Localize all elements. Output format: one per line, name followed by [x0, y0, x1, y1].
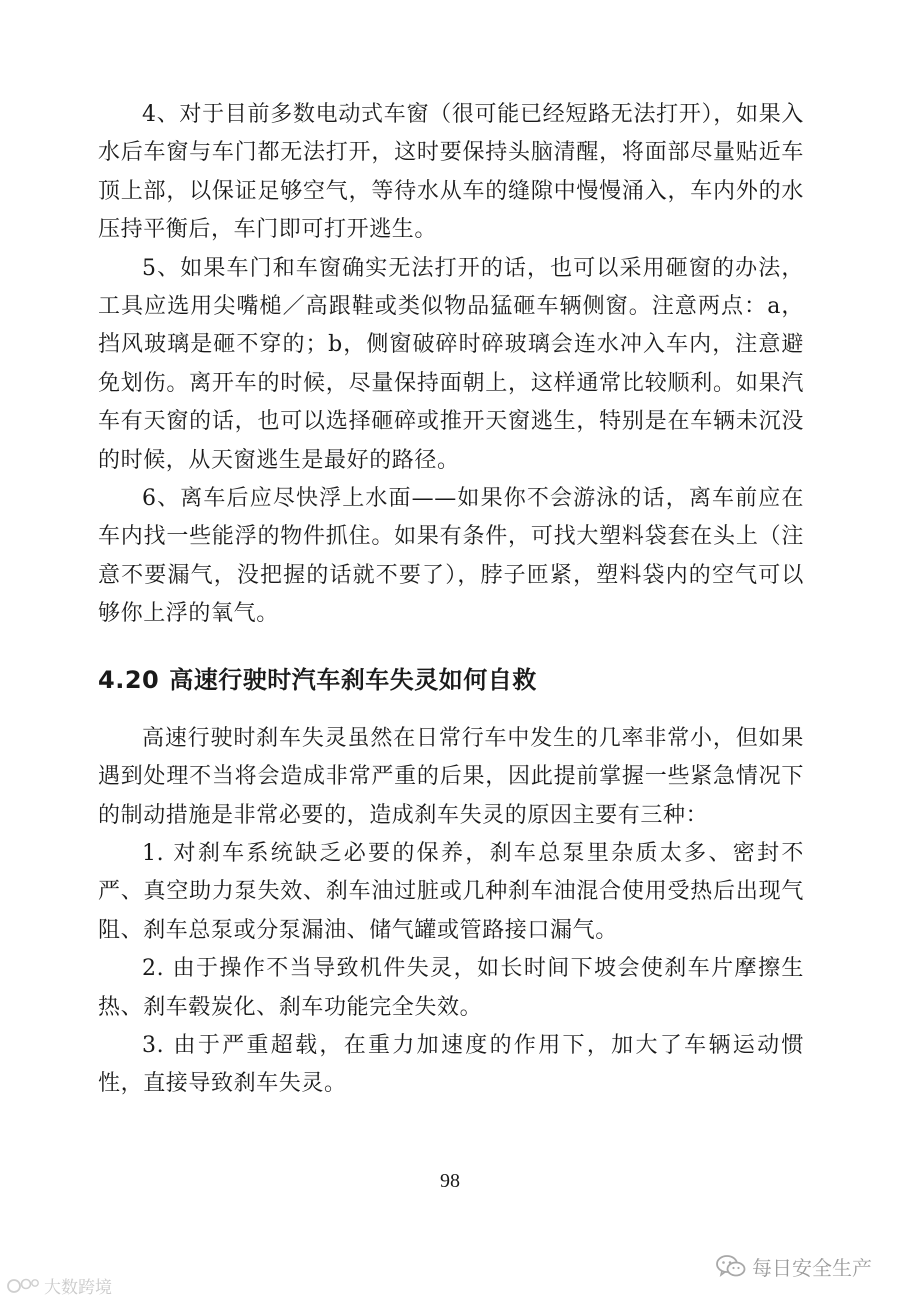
cause-3-paragraph: 3. 由于严重超载，在重力加速度的作用下，加大了车辆运动惯性，直接导致刹车失灵。 — [98, 1032, 804, 1097]
watermark-right — [716, 1252, 872, 1281]
paragraph-6: 6、离车后应尽快浮上水面——如果你不会游泳的话，离车前应在车内找一些能浮的物件抓住。如果有条件，可找大塑料袋套在头上（注意不要漏气，没把握的话就不要了），脖子匝紧，塑料袋内的空气可以够你上浮的氧气。 — [98, 486, 804, 627]
watermark-left-text: 大数跨境 — [44, 1278, 112, 1298]
page-number: 98 — [440, 1170, 460, 1192]
document-page — [98, 96, 804, 1104]
paragraph-4: 4、对于目前多数电动式车窗（很可能已经短路无法打开），如果入水后车窗与车门都无法打开，这时要保持头脑清醒，将面部尽量贴近车顶上部，以保证足够空气，等待水从车的缝隙中慢慢涌入，车内外的水压持平衡后，车门即可打开逃生。 — [98, 102, 804, 243]
section-number: 4.20 — [98, 665, 160, 694]
cause-1-paragraph: 1. 对刹车系统缺乏必要的保养，刹车总泵里杂质太多、密封不严、真空助力泵失效、刹车油过脏或几种刹车油混合使用受热后出现气阻、刹车总泵或分泵漏油、储气罐或管路接口漏气。 — [98, 840, 804, 943]
paragraph-5: 5、如果车门和车窗确实无法打开的话，也可以采用砸窗的办法，工具应选用尖嘴槌／高跟鞋或类似物品猛砸车辆侧窗。注意两点：a，挡风玻璃是砸不穿的；b，侧窗破碎时碎玻璃会连水冲入车内，注意避免划伤。离开车的时候，尽量保持面朝上，这样通常比较顺利。如果汽车有天窗的话，也可以选择砸碎或推开天窗逃生，特别是在车辆未沉没的时候，从天窗逃生是最好的路径。 — [98, 255, 804, 473]
wechat-icon — [716, 1254, 746, 1280]
logo-icon — [6, 1276, 40, 1296]
section-intro-paragraph: 高速行驶时刹车失灵虽然在日常行车中发生的几率非常小，但如果遇到处理不当将会造成非常严重的后果，因此提前掌握一些紧急情况下的制动措施是非常必要的，造成刹车失灵的原因主要有三种： — [98, 725, 804, 828]
cause-2-paragraph: 2. 由于操作不当导致机件失灵，如长时间下坡会使刹车片摩擦生热、刹车毂炭化、刹车功能完全失效。 — [98, 956, 804, 1020]
section-title: 高速行驶时汽车刹车失灵如何自救 — [169, 665, 537, 694]
section-heading — [98, 660, 804, 700]
watermark-right-text: 每日安全生产 — [752, 1256, 872, 1280]
watermark-left — [6, 1273, 112, 1298]
